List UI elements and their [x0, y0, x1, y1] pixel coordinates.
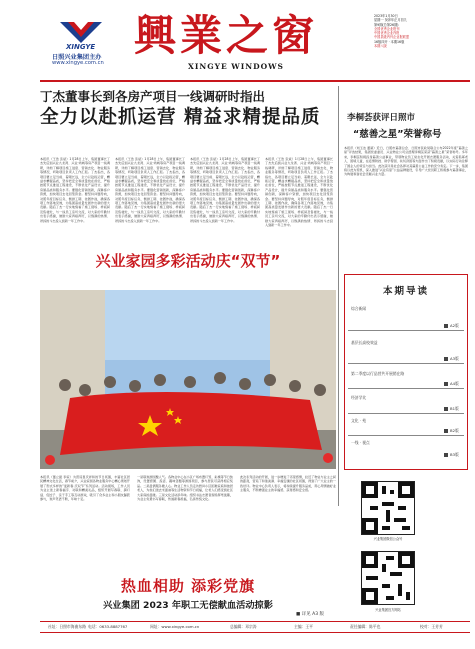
nav-item-page: B1版: [450, 406, 459, 411]
footer: [40, 623, 470, 631]
page-arrow-icon: [444, 382, 448, 386]
column-divider: [338, 86, 339, 506]
nav-item-label: 一线 · 视点: [351, 440, 370, 445]
footer-bottom-rule: [40, 632, 470, 633]
nav-divider: [348, 363, 464, 364]
logo-brand-text: XINGYE: [66, 43, 96, 51]
editor-line: 本期八版: [374, 44, 387, 49]
qr-caption-1: 兴业集团微信公众号: [373, 537, 403, 541]
qr-code-icon: [362, 482, 414, 534]
nav-item-3-page[interactable]: [444, 381, 459, 387]
group-name: 日照兴业集团主办: [52, 54, 102, 61]
nav-item-1-page[interactable]: [444, 323, 459, 329]
lead-body-text: 本报讯（王浩 张斌）1月28日上午，集团董事长丁杰先后到兴业九龙湾、兴业·尚城等房产项目一线调研，详细了解项目施工进度、营销去化、物业服务等情况，听取项目负责人工作汇报。丁杰指出，各项目要立足当前、着眼长远，全力以赴抓运营，精益求精提品质，坚持把安全和质量放在首位，严格按照节点推进工程建设，不断优化产品设计，提升房屋品质和服务水平。要强化营销创新，深耕客户资源，加快项目去化回笼资金。要坚持问题导向，对照年度目标任务，倒排工期、挂图作战，确保各项工作落地见效，为集团高质量发展作出新的更大贡献。随后丁杰一行实地察看了施工现场、样板间及售楼处，与一线员工亲切交流，对大家的辛勤付出表示感谢，勉励大家再接再厉，以饱满的热情、昂扬的斗志投入到新一年工作中。: [115, 157, 185, 223]
qr-code-icon: [362, 552, 414, 604]
qr-code-wechat[interactable]: [361, 481, 415, 535]
masthead: [0, 0, 475, 76]
footer-editor: 主编：王平: [294, 624, 313, 629]
nav-item-6[interactable]: [351, 440, 370, 446]
qr-caption-2: 兴业集团官方网站: [375, 608, 401, 612]
xingye-logo[interactable]: [58, 18, 104, 50]
bottom-headline-2: 兴业集团 2023 年职工无偿献血活动掠影: [103, 600, 273, 611]
footer-phone: 电话：0633-8887767: [88, 624, 128, 629]
lead-headline: 全力以赴抓运营 精益求精提品质: [40, 107, 321, 128]
nav-item-page: B3版: [450, 452, 459, 457]
pub-honor-1: 全国优秀企业报刊: [374, 26, 400, 31]
nav-item-label: 第二季度以行品营共开展销在路: [351, 371, 405, 376]
nav-item-4-page[interactable]: [444, 406, 459, 412]
nav-item-2-page[interactable]: [444, 356, 459, 362]
nav-item-page: A3版: [450, 356, 459, 361]
feature-headline: 兴业家园多彩活动庆“双节”: [95, 252, 281, 270]
lead-body-col2: [115, 157, 185, 237]
footer-website[interactable]: 网址：www.xingye.com.cn: [150, 624, 200, 629]
feature-photo[interactable]: [40, 290, 336, 469]
bottom-headline-1: 热血相助 添彩党旗: [120, 577, 256, 595]
masthead-english-title: XINGYE WINDOWS: [188, 62, 284, 71]
lead-body-col1: [40, 157, 110, 237]
celebration-photo-illustration: [40, 290, 336, 469]
right-headline: “慈善之星”荣誉称号: [353, 129, 442, 140]
nav-item-2[interactable]: [351, 340, 378, 346]
nav-item-page: B2版: [450, 428, 459, 433]
issue-date: 2023年1月30日: [374, 14, 398, 18]
nav-divider: [348, 330, 464, 331]
nav-title: 本期导读: [382, 286, 429, 297]
page-arrow-icon: [444, 324, 448, 328]
masthead-title: 興業之窗: [133, 11, 318, 60]
lead-body-text: 本报讯（王浩 张斌）1月28日上午，集团董事长丁杰先后到兴业九龙湾、兴业·尚城等房产项目一线调研，详细了解项目施工进度、营销去化、物业服务等情况，听取项目负责人工作汇报。丁杰指出，各项目要立足当前、着眼长远，全力以赴抓运营，精益求精提品质，坚持把安全和质量放在首位，严格按照节点推进工程建设，不断优化产品设计，提升房屋品质和服务水平。要强化营销创新，深耕客户资源，加快项目去化回笼资金。要坚持问题导向，对照年度目标任务，倒排工期、挂图作战，确保各项工作落地见效，为集团高质量发展作出新的更大贡献。随后丁杰一行实地察看了施工现场、样板间及售楼处，与一线员工亲切交流，对大家的辛勤付出表示感谢，勉励大家再接再厉，以饱满的热情、昂扬的斗志投入到新一年工作中。: [190, 157, 260, 223]
pages-line: 16版四开 · 本期16版: [374, 39, 405, 44]
nav-divider: [348, 435, 464, 436]
page-arrow-icon: [444, 453, 448, 457]
nav-divider: [348, 388, 464, 389]
website-link[interactable]: www.xingye.com.cn: [52, 60, 104, 66]
nav-item-3[interactable]: [351, 371, 463, 377]
footer-chief-editor: 总编辑：邓宗涛: [230, 624, 257, 629]
feature-body-col2: [137, 475, 233, 565]
nav-divider: [348, 413, 464, 414]
nav-item-page: A2版: [450, 323, 459, 328]
nav-item-5[interactable]: [351, 418, 366, 424]
nav-item-4[interactable]: [351, 395, 366, 401]
nav-item-label: 基层长高校效益: [351, 340, 378, 345]
feature-body-right-text: 此次系列活动的开展，进一步增进了邻里感情，拉近了物业与业主之间的距离，营造了和谐美满、幸福安康的社区氛围，得到了广大业主的一致好评。物业中心负责人表示，将持续提升服务品质，用心用情做好业主服务，不断增强业主的幸福感、获得感和安全感。: [240, 475, 336, 493]
lead-kicker: 丁杰董事长到各房产项目一线调研时指出: [40, 89, 266, 104]
page-arrow-icon: [444, 407, 448, 411]
lead-body-col4: [265, 157, 333, 237]
right-body-text: 本报讯（刘玉洁 董颖）近日，日照市慈善总会、日照市民政局联合公布2022年度“慈善之星”评选结果，集团党委委员、兴业物业公司总经理李桐荟荣获“慈善之星”荣誉称号。多年来，李桐荟积极投身慈善公益事业，带领物业员工常态化开展志愿服务活动，关爱孤寡老人、困境儿童，在疫情防控、助学帮困、扶贫济困等方面作出了积极贡献，以实际行动诠释了国企人的责任与担当。此次获评是社会各界对其慈善公益工作的充分肯定。下一步，集团将以此为契机，深入推进“兴业有爱”公益品牌建设，引导广大党员职工积极参与慈善事业，为构建和谐社会贡献兴业力量。: [344, 146, 468, 177]
right-body: [344, 146, 468, 266]
feature-body-left-text: 本报讯（董立振 李家）为营造喜庆祥和的节日氛围，丰富社区居民精神文化生活，春节前夕，兴业家园各物业服务中心精心策划开展了形式多样的“迎新春 庆双节”系列活动。活动现场，工作人员为业主送上新春福字、对联和精美礼品，组织开展写春联、猜灯谜、包饺子、亲子手工等互动游戏，吸引了众多业主和小朋友踊跃参与，欢声笑语不断，年味十足。: [40, 475, 130, 502]
xingye-logo-icon: [58, 18, 104, 44]
continued-link[interactable]: ■ 详见 A3 版: [296, 612, 324, 617]
feature-body-col3: [240, 475, 336, 565]
qr-code-website[interactable]: [361, 551, 415, 605]
feature-body-col1: [40, 475, 130, 565]
footer-address: 社址：日照市海曲东路: [48, 624, 86, 629]
masthead-divider: [40, 80, 470, 82]
issue-weekday: 星期一 癸卯年正月初九: [374, 18, 407, 23]
issue-number: 第9期(总第26期): [374, 22, 399, 27]
nav-item-label: 经济学比: [351, 395, 367, 400]
pub-honor-2: 中国优秀企业内报: [374, 31, 400, 36]
footer-responsible-editor: 责任编辑：陈平也: [350, 624, 381, 629]
feature-body-mid-text: 一是联欢游园聚人气。各物业中心在小区广场布置灯笼、彩旗等节日装饰，设置套圈、投壶、趣味答题等游园项目，参与居民可获得相应奖品。二是温情服务暖人心。物业工作人员走访慰问小区困难家庭和独居老人，为他们送去米面油等生活物资和节日祝福，让老人们感受到社区大家庭的温暖。三是文化活动添年味。组织书法志愿者现场挥毫泼墨，为业主免费书写春联，传递新春祝福，弘扬传统文化。: [137, 475, 233, 502]
footer-top-rule: [40, 621, 470, 622]
lead-body-text: 本报讯（王浩 张斌）1月28日上午，集团董事长丁杰先后到兴业九龙湾、兴业·尚城等房产项目一线调研，详细了解项目施工进度、营销去化、物业服务等情况，听取项目负责人工作汇报。丁杰指出，各项目要立足当前、着眼长远，全力以赴抓运营，精益求精提品质，坚持把安全和质量放在首位，严格按照节点推进工程建设，不断优化产品设计，提升房屋品质和服务水平。要强化营销创新，深耕客户资源，加快项目去化回笼资金。要坚持问题导向，对照年度目标任务，倒排工期、挂图作战，确保各项工作落地见效，为集团高质量发展作出新的更大贡献。随后丁杰一行实地察看了施工现场、样板间及售楼处，与一线员工亲切交流，对大家的辛勤付出表示感谢，勉励大家再接再厉，以饱满的热情、昂扬的斗志投入到新一年工作中。: [265, 157, 333, 228]
issue-info: [374, 14, 466, 48]
nav-item-label: 综合新闻: [351, 306, 367, 311]
nav-item-label: 文化 · 苑: [351, 418, 367, 423]
lead-body-text: 本报讯（王浩 张斌）1月28日上午，集团董事长丁杰先后到兴业九龙湾、兴业·尚城等房产项目一线调研，详细了解项目施工进度、营销去化、物业服务等情况，听取项目负责人工作汇报。丁杰指出，各项目要立足当前、着眼长远，全力以赴抓运营，精益求精提品质，坚持把安全和质量放在首位，严格按照节点推进工程建设，不断优化产品设计，提升房屋品质和服务水平。要强化营销创新，深耕客户资源，加快项目去化回笼资金。要坚持问题导向，对照年度目标任务，倒排工期、挂图作战，确保各项工作落地见效，为集团高质量发展作出新的更大贡献。随后丁杰一行实地察看了施工现场、样板间及售楼处，与一线员工亲切交流，对大家的辛勤付出表示感谢，勉励大家再接再厉，以饱满的热情、昂扬的斗志投入到新一年工作中。: [40, 157, 110, 223]
nav-item-6-page[interactable]: [444, 452, 459, 458]
pub-honor-3: 中国县级内刊企业报联盟: [374, 35, 410, 40]
nav-item-5-page[interactable]: [444, 428, 459, 434]
page-arrow-icon: [444, 357, 448, 361]
nav-item-1[interactable]: [351, 306, 366, 312]
page-arrow-icon: [444, 429, 448, 433]
right-kicker: 李桐荟获评日照市: [347, 113, 416, 123]
lead-body-col3: [190, 157, 260, 237]
footer-proofreader: 校对：王芳芳: [420, 624, 443, 629]
nav-item-page: A4版: [450, 381, 459, 386]
